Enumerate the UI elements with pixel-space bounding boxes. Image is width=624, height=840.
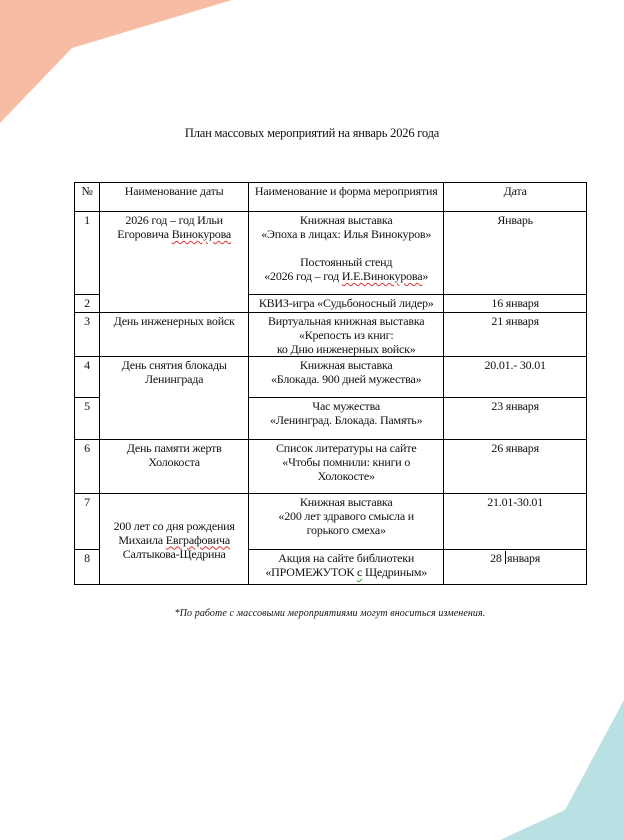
table-header-row [75, 183, 587, 212]
header-date-name: Наименование даты [100, 183, 249, 212]
row-date: 21 января [444, 313, 587, 357]
row-event: КВИЗ-игра «Судьбоносный лидер» [249, 295, 444, 313]
row-event [249, 212, 444, 295]
row-date-name: День инженерных войск [100, 313, 249, 357]
table-row [75, 440, 587, 494]
row-date-name [100, 440, 249, 494]
row-date: 16 января [444, 295, 587, 313]
teal-corner-shape [500, 700, 624, 840]
row-event [249, 398, 444, 440]
row-date-name [100, 357, 249, 440]
row-event [249, 494, 444, 550]
row-date-name [100, 494, 249, 585]
date-name-text: Салтыкова-Щедрина [122, 546, 226, 561]
date-name-text: День памяти жертв [126, 441, 222, 455]
date-text: января [507, 551, 541, 565]
event-text: «Крепость из книг: [298, 328, 394, 342]
date-name-text: 2026 год – год Ильи [125, 213, 223, 227]
event-text: «Блокада. 900 дней мужества» [271, 372, 422, 386]
date-text: 28 [490, 551, 505, 565]
row-date: Январь [444, 212, 587, 295]
grammar-check-word: с [357, 565, 363, 579]
event-text: «ПРОМЕЖУТОК [265, 565, 358, 579]
date-name-text: День снятия блокады [121, 358, 227, 372]
row-num: 3 [75, 313, 100, 357]
header-num: № [75, 183, 100, 212]
row-date [444, 550, 587, 585]
row-date: 20.01.- 30.01 [444, 357, 587, 398]
events-table [74, 182, 587, 585]
date-name-text: Егоровича [117, 227, 172, 241]
event-text: горького смеха» [306, 523, 386, 537]
event-text: Холокосте» [317, 469, 375, 483]
row-date: 26 января [444, 440, 587, 494]
row-num: 1 [75, 212, 100, 295]
event-text: Щедриным» [362, 565, 428, 579]
row-num: 5 [75, 398, 100, 440]
row-event [249, 550, 444, 585]
row-date-name [100, 212, 249, 313]
table-row [75, 212, 587, 295]
table-row [75, 313, 587, 357]
event-text: «Ленинград. Блокада. Память» [270, 413, 423, 427]
event-text: Книжная выставка [299, 213, 393, 227]
event-text: «Чтобы помнили: книги о [282, 455, 411, 469]
row-date: 23 января [444, 398, 587, 440]
event-text: Виртуальная книжная выставка [268, 314, 425, 328]
footnote: *По работе с массовыми мероприятиями могут вноситься изменения. [174, 608, 486, 619]
date-name-text: Ленинграда [144, 372, 204, 386]
table-row [75, 494, 587, 550]
peach-corner-shape [0, 0, 232, 123]
event-text: Час мужества [312, 399, 381, 413]
row-event [249, 357, 444, 398]
header-date: Дата [444, 183, 587, 212]
event-text: Список литературы на сайте [275, 441, 417, 455]
table-row [75, 357, 587, 398]
row-num: 6 [75, 440, 100, 494]
date-name-text: 200 лет со дня рождения [113, 518, 235, 533]
event-text: «Эпоха в лицах: Илья Винокуров» [261, 227, 432, 241]
spellcheck-word: Евграфовича [165, 532, 230, 547]
row-event [249, 440, 444, 494]
header-event: Наименование и форма мероприятия [249, 183, 444, 212]
event-text: ко Дню инженерных войск» [276, 342, 416, 356]
event-text: » [422, 269, 429, 283]
event-text: «2026 год – год [264, 269, 342, 283]
row-event [249, 313, 444, 357]
date-name-text: Михаила [118, 532, 166, 547]
event-text: Книжная выставка [299, 495, 393, 509]
row-date: 21.01-30.01 [444, 494, 587, 550]
row-num: 2 [75, 295, 100, 313]
spellcheck-word: И.Е.Винокурова [341, 269, 423, 283]
row-num: 8 [75, 550, 100, 585]
event-text: Акция на сайте библиотеки [278, 551, 415, 565]
row-num: 4 [75, 357, 100, 398]
row-num: 7 [75, 494, 100, 550]
page-title: План массовых мероприятий на январь 2026 года [184, 126, 440, 140]
text-cursor[interactable] [505, 551, 507, 564]
date-name-text: Холокоста [148, 455, 200, 469]
event-text: «200 лет здравого смысла и [278, 509, 414, 523]
event-text: Постоянный стенд [300, 255, 393, 269]
event-text: Книжная выставка [299, 358, 393, 372]
spellcheck-word: Винокурова [171, 227, 232, 241]
